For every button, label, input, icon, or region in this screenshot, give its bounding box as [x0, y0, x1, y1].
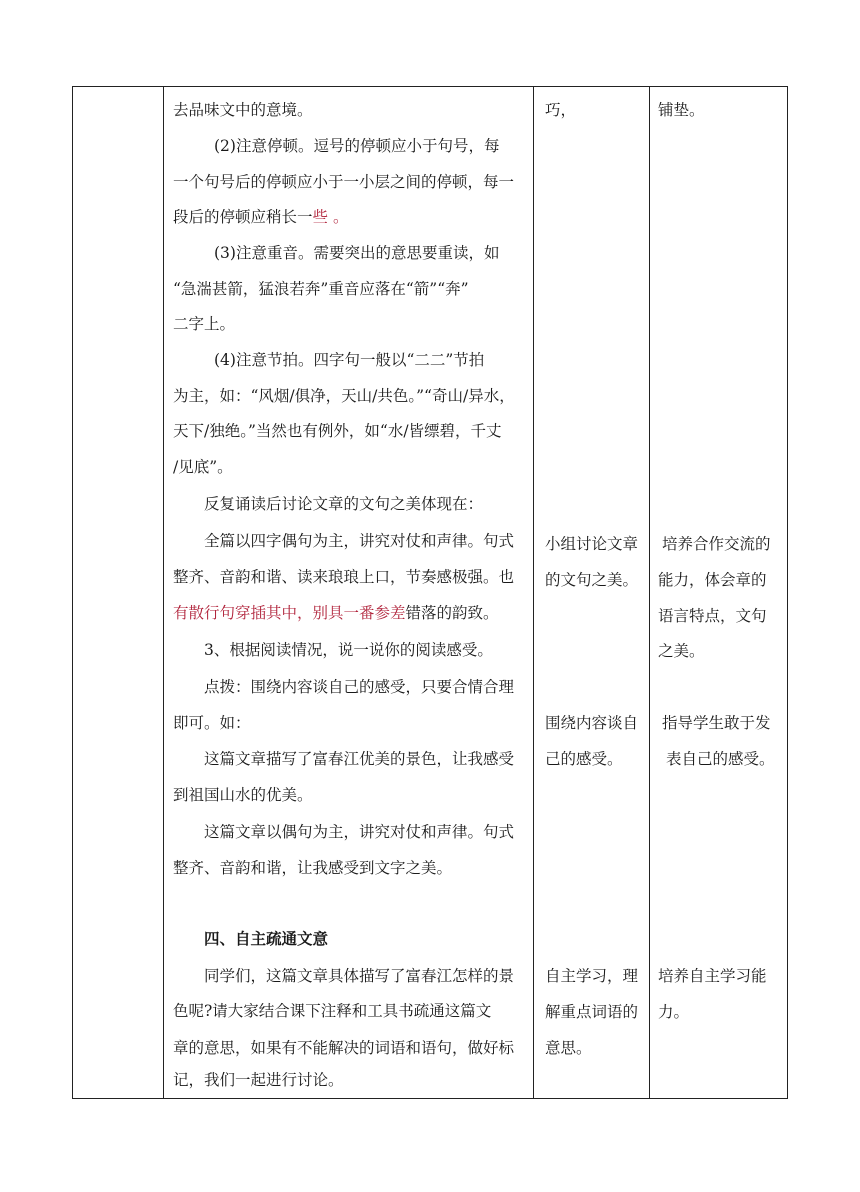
activity-line: 围绕内容谈自 — [545, 714, 639, 732]
intent-line: 培养自主学习能 — [658, 967, 767, 985]
section-heading: 四、自主疏通文意 — [204, 929, 329, 948]
content-line: 到祖国山水的优美。 — [173, 786, 313, 804]
content-line: 记，我们一起进行讨论。 — [173, 1071, 344, 1089]
content-line: 同学们，这篇文章具体描写了富春江怎样的景 — [204, 967, 515, 985]
table-border-right — [787, 86, 788, 1099]
content-line: /见底”。 — [173, 458, 233, 476]
content-line: 整齐、音韵和谐、读来琅琅上口，节奏感极强。也 — [173, 568, 515, 586]
table-border-col1 — [163, 86, 164, 1099]
intent-line: 力。 — [658, 1003, 690, 1021]
table-border-bottom — [72, 1098, 788, 1099]
intent-line: 表自己的感受。 — [666, 750, 775, 768]
activity-line: 的文句之美。 — [545, 571, 639, 589]
content-line: 这篇文章以偶句为主，讲究对仗和声律。句式 — [204, 823, 515, 841]
content-text: 段后的停顿应稍长一 — [173, 208, 313, 226]
intent-line: 指导学生敢于发 — [662, 714, 771, 732]
content-line — [173, 207, 348, 227]
activity-line: 意思。 — [545, 1039, 592, 1057]
activity-line: 小组讨论文章 — [545, 535, 639, 553]
activity-line: 巧， — [545, 101, 577, 119]
intent-line: 培养合作交流的 — [662, 535, 771, 553]
content-line: 全篇以四字偶句为主，讲究对仗和声律。句式 — [204, 532, 515, 550]
content-line: (4)注意节拍。四字句一般以“二二”节拍 — [214, 351, 485, 369]
content-line: 即可。如： — [173, 714, 251, 732]
activity-line: 自主学习，理 — [545, 967, 639, 985]
content-line: 为主，如：“风烟/俱净，天山/共色。”“奇山/异水， — [173, 387, 515, 405]
content-line: (2)注意停顿。逗号的停顿应小于句号，每 — [214, 137, 500, 155]
intent-line: 之美。 — [658, 642, 705, 660]
content-line: 去品味文中的意境。 — [173, 101, 313, 119]
table-border-col3 — [649, 86, 650, 1099]
content-line: 3、根据阅读情况，说一说你的阅读感受。 — [204, 641, 493, 659]
content-line: 点拨：围绕内容谈自己的感受，只要合情合理 — [204, 678, 515, 696]
content-line: 天下/独绝。”当然也有例外，如“水/皆缥碧，千丈 — [173, 422, 502, 440]
activity-line: 己的感受。 — [545, 750, 623, 768]
content-line: 色呢?请大家结合课下注释和工具书疏通这篇文 — [173, 1002, 492, 1020]
activity-line: 解重点词语的 — [545, 1003, 639, 1021]
content-line: 章的意思，如果有不能解决的词语和语句，做好标 — [173, 1039, 515, 1057]
intent-line: 语言特点，文句 — [658, 607, 767, 625]
content-line: (3)注意重音。需要突出的意思要重读，如 — [214, 244, 500, 262]
content-line: 反复诵读后讨论文章的文句之美体现在： — [204, 495, 484, 513]
table-border-col2 — [533, 86, 534, 1099]
content-line: “急湍甚箭，猛浪若奔”重音应落在“箭”“奔” — [173, 280, 469, 298]
content-line — [173, 603, 499, 623]
highlighted-text: 有散行句穿插其中，别具一番参差 — [173, 604, 406, 622]
highlighted-text: 些 。 — [312, 208, 349, 226]
content-line: 整齐、音韵和谐，让我感受到文字之美。 — [173, 859, 453, 877]
intent-line: 能力，体会章的 — [658, 571, 767, 589]
content-line: 二字上。 — [173, 315, 236, 333]
content-line: 一个句号后的停顿应小于一小层之间的停顿，每一 — [173, 173, 515, 191]
content-text: 错落的韵致。 — [405, 604, 499, 622]
table-border-left — [72, 86, 73, 1099]
intent-line: 铺垫。 — [658, 101, 705, 119]
table-border-top — [72, 86, 788, 87]
content-line: 这篇文章描写了富春江优美的景色，让我感受 — [204, 750, 515, 768]
